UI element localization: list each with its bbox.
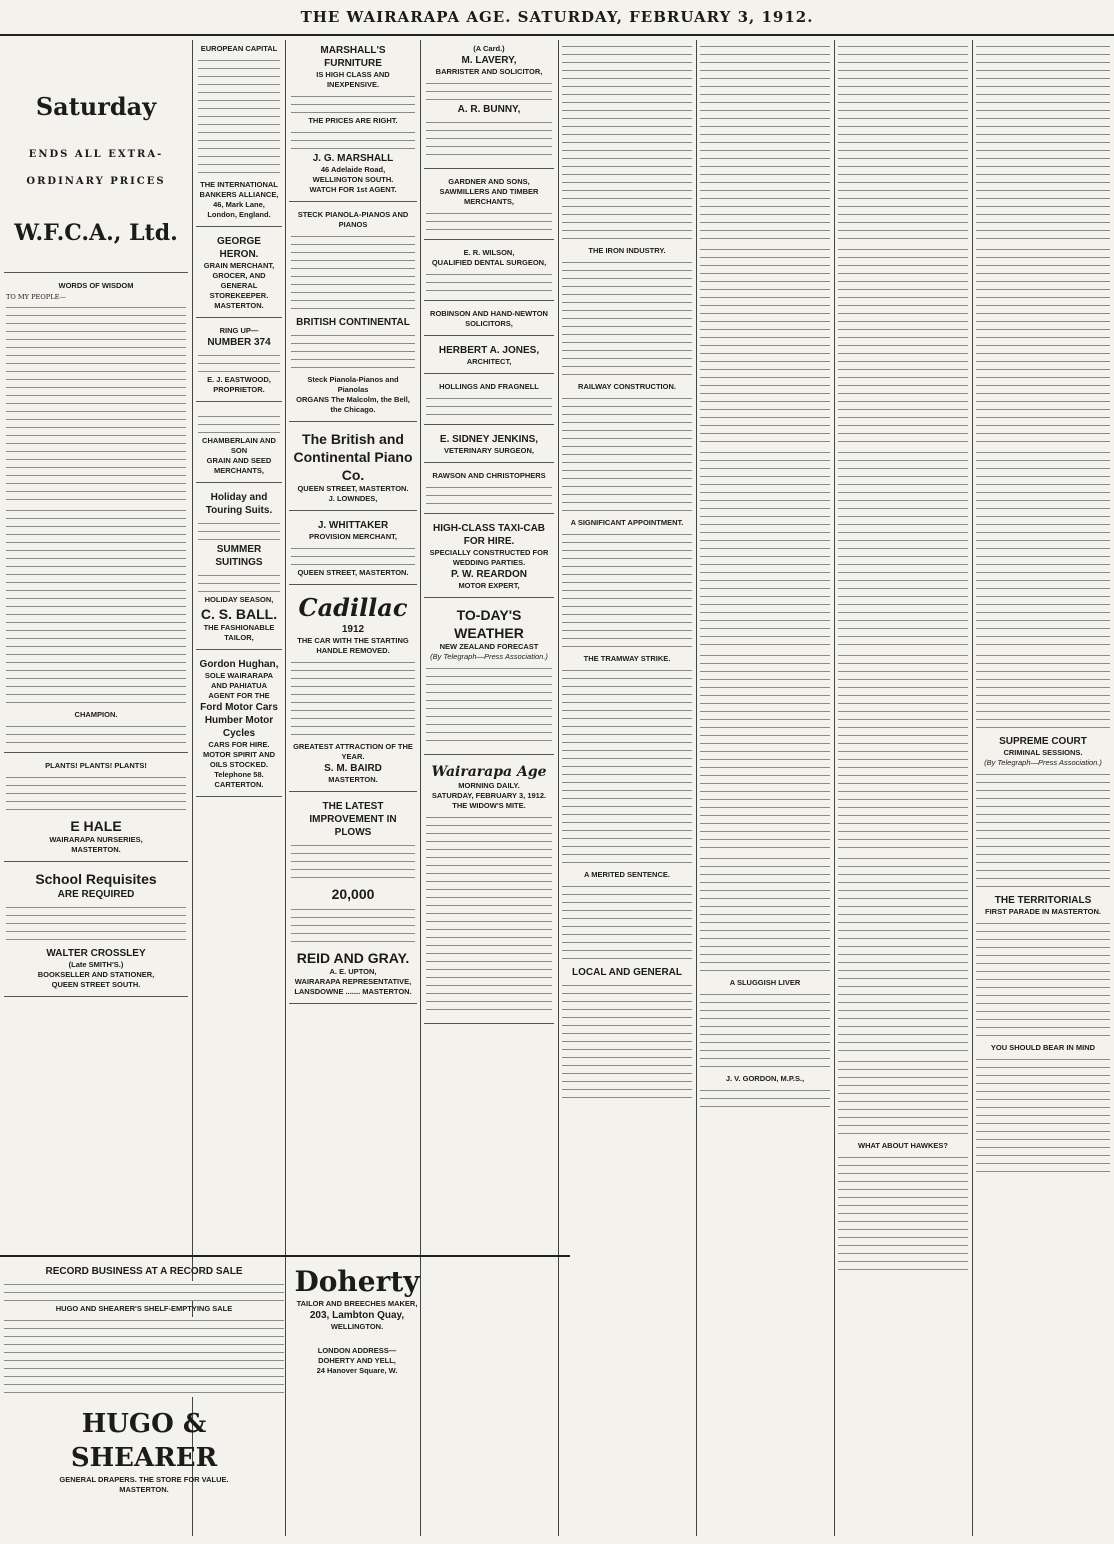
article-text — [6, 904, 186, 944]
article-text — [198, 520, 280, 540]
column-6 — [700, 40, 830, 1536]
whittaker-sub: PROVISION MERCHANT, — [309, 532, 397, 541]
supreme-tel: (By Telegraph—Press Association.) — [984, 758, 1102, 767]
column-rule — [834, 40, 835, 1536]
weather-heading: TO-DAY'S WEATHER — [454, 607, 524, 641]
lavery-sub: BARRISTER AND SOLICITOR, — [435, 67, 543, 76]
marshall-name: J. G. MARSHALL — [312, 153, 394, 164]
article-text — [700, 1087, 830, 1107]
article-text — [4, 1317, 284, 1397]
london-label: LONDON ADDRESS— — [317, 1346, 397, 1355]
summer: SUMMER SUITINGS — [215, 544, 263, 568]
eastwood-sub: PROPRIETOR. — [213, 385, 265, 394]
parade-heading: FIRST PARADE IN MASTERTON. — [985, 907, 1101, 916]
article-text — [562, 43, 692, 243]
wisdom-heading: WORDS OF WISDOM — [58, 281, 134, 290]
upton: A. E. UPTON, — [329, 967, 377, 976]
hughan-sub: SOLE WAIRARAPA AND PAHIATUA AGENT FOR THE — [204, 671, 274, 700]
column-8 — [976, 40, 1110, 1536]
sentence-heading: A MERITED SENTENCE. — [584, 870, 670, 879]
ball-sub: THE FASHIONABLE TAILOR, — [203, 623, 275, 642]
holiday-season: HOLIDAY SEASON, — [204, 595, 274, 604]
age-nameplate — [424, 759, 554, 1024]
champion: CHAMPION. — [74, 710, 118, 719]
gardner-sub: SAWMILLERS AND TIMBER MERCHANTS, — [439, 187, 539, 206]
holiday: Holiday and Touring Suits. — [205, 492, 273, 516]
article-text — [6, 774, 186, 814]
article-text — [976, 920, 1110, 1040]
weather-section — [424, 602, 554, 755]
article-text — [426, 814, 552, 1014]
hawkes-heading: WHAT ABOUT HAWKES? — [858, 1141, 948, 1150]
capital-heading: EUROPEAN CAPITAL — [200, 44, 278, 53]
article-text — [838, 1058, 968, 1138]
article-text — [700, 43, 830, 243]
london-addr: 24 Hanover Square, W. — [316, 1366, 398, 1375]
sale-line-1: ENDS ALL EXTRA- — [28, 149, 164, 160]
cars-hire: CARS FOR HIRE. — [208, 740, 270, 749]
baird-addr: MASTERTON. — [328, 775, 378, 784]
whittaker-advert — [289, 515, 417, 585]
weather-sub: NEW ZEALAND FORECAST — [439, 642, 539, 651]
article-text — [4, 1281, 284, 1301]
taxi: HIGH-CLASS TAXI-CAB FOR HIRE. — [432, 523, 546, 547]
article-text — [562, 531, 692, 651]
bankers: THE INTERNATIONAL BANKERS ALLIANCE, — [199, 180, 279, 199]
railway-heading: RAILWAY CONSTRUCTION. — [578, 382, 676, 391]
article-text — [838, 43, 968, 243]
heron-name: GEORGE HERON. — [217, 236, 261, 260]
article-text — [562, 259, 692, 379]
article-text — [198, 572, 280, 592]
article-text — [838, 855, 968, 1055]
column-rule — [972, 40, 973, 1536]
widow-heading: THE WIDOW'S MITE. — [452, 801, 526, 810]
marshall-heading: MARSHALL'S FURNITURE — [320, 45, 386, 69]
hugo-name: HUGO & SHEARER — [70, 1409, 218, 1473]
school-sub: ARE REQUIRED — [57, 889, 135, 900]
supreme-heading: SUPREME COURT — [999, 736, 1087, 747]
plants-heading: PLANTS! PLANTS! PLANTS! — [45, 761, 147, 770]
cadillac-year: 1912 — [341, 624, 365, 635]
article-text — [562, 667, 692, 867]
article-text — [291, 332, 415, 372]
rawson-card — [424, 467, 554, 514]
reardon: P. W. REARDON — [451, 569, 527, 580]
article-text — [291, 129, 415, 149]
article-text — [976, 43, 1110, 243]
age-date: SATURDAY, FEBRUARY 3, 1912. — [431, 791, 547, 800]
heron-advert — [196, 231, 282, 318]
robinson: ROBINSON AND HAND-NEWTON — [430, 309, 548, 318]
eastwood: E. J. EASTWOOD, — [207, 375, 271, 384]
crossley-trade: BOOKSELLER AND STATIONER, — [37, 970, 155, 979]
article-text — [426, 395, 552, 415]
heron-addr: MASTERTON. — [214, 301, 264, 310]
sale-title: HUGO AND SHEARER'S SHELF-EMPTYING SALE — [55, 1304, 233, 1313]
rawson: RAWSON AND CHRISTOPHERS — [432, 471, 546, 480]
weather-tel: (By Telegraph—Press Association.) — [430, 652, 548, 661]
article-text — [700, 991, 830, 1071]
carterton: CARTERTON. — [214, 780, 264, 789]
plows: THE LATEST IMPROVEMENT IN PLOWS — [309, 801, 397, 838]
cadillac-logo: Cadillac — [298, 593, 408, 622]
humber: Humber Motor Cycles — [204, 715, 274, 739]
motor-spirit: MOTOR SPIRIT AND OILS STOCKED. — [202, 750, 276, 769]
hale-addr: MASTERTON. — [71, 845, 121, 854]
card: (A Card.) — [473, 44, 505, 53]
hugo-advert — [4, 1265, 284, 1495]
column-7 — [838, 40, 968, 1536]
telephone: Telephone 58. — [214, 770, 264, 779]
article-text — [426, 210, 552, 230]
appointment-heading: A SIGNIFICANT APPOINTMENT. — [570, 518, 684, 527]
wilson: E. R. WILSON, — [463, 248, 515, 257]
marshall-advert — [289, 40, 417, 202]
article-text — [700, 855, 830, 975]
gardner-card — [424, 173, 554, 240]
article-text — [291, 233, 415, 313]
chamberlain-sub: GRAIN AND SEED MERCHANTS, — [206, 456, 272, 475]
lavery-card — [424, 40, 554, 169]
gardner: GARDNER AND SONS, — [448, 177, 530, 186]
marshall-town: WELLINGTON SOUTH. — [312, 175, 394, 184]
remember-heading: YOU SHOULD BEAR IN MIND — [990, 1043, 1096, 1052]
doherty-advert — [292, 1265, 422, 1376]
crossley-name: WALTER CROSSLEY — [46, 948, 146, 959]
robinson-sub: SOLICITORS, — [465, 319, 513, 328]
crossley-sub: (Late SMITH'S.) — [68, 960, 124, 969]
robinson-card — [424, 305, 554, 336]
whittaker: J. WHITTAKER — [317, 520, 389, 531]
reid: REID AND GRAY. — [296, 950, 410, 966]
masthead: THE WAIRARAPA AGE. SATURDAY, FEBRUARY 3, 1912. — [0, 0, 1114, 36]
article-text — [6, 723, 186, 743]
upton-sub: WAIRARAPA REPRESENTATIVE, LANSDOWNE ....... MASTERTON. — [294, 977, 412, 996]
hughan-name: Gordon Hughan, — [199, 659, 279, 670]
wfca-title: W.F.C.A., Ltd. — [14, 220, 178, 246]
hugo-sub: GENERAL DRAPERS. THE STORE FOR VALUE. — [59, 1475, 229, 1484]
article-text — [6, 304, 186, 504]
age-sub: MORNING DAILY. — [458, 781, 520, 790]
chamberlain-advert — [196, 406, 282, 483]
hollings: HOLLINGS AND FRAGNELL — [439, 382, 539, 391]
london-firm: DOHERTY AND YELL, — [318, 1356, 396, 1365]
baird: S. M. BAIRD — [324, 763, 382, 774]
ball-name: C. S. BALL. — [200, 606, 278, 622]
territorials-heading: THE TERRITORIALS — [994, 895, 1092, 906]
age-title: Wairarapa Age — [431, 764, 547, 780]
article-text — [976, 1056, 1110, 1176]
article-text — [291, 906, 415, 946]
column-rule — [696, 40, 697, 1536]
lavery: M. LAVERY, — [461, 55, 517, 66]
steck: Steck Pianola-Pianos and Pianolas — [307, 375, 399, 394]
article-text — [198, 57, 280, 177]
article-text — [976, 652, 1110, 732]
piano-co-advert — [289, 426, 417, 511]
hughan-advert — [196, 654, 282, 797]
plows-count: 20,000 — [331, 886, 375, 902]
school-advert — [4, 866, 188, 997]
article-text — [562, 395, 692, 515]
organs: ORGANS The Malcolm, the Bell, the Chicago. — [296, 395, 410, 414]
column-2 — [196, 40, 282, 1250]
article-text — [426, 484, 552, 504]
article-text — [562, 982, 692, 1102]
chamberlain: CHAMBERLAIN AND SON — [202, 436, 276, 455]
article-text — [6, 507, 186, 707]
bottom-adverts — [0, 1255, 570, 1544]
article-text — [291, 545, 415, 565]
doherty-name: Doherty — [294, 1265, 420, 1298]
wilson-sub: QUALIFIED DENTAL SURGEON, — [431, 258, 547, 267]
article-text — [291, 842, 415, 882]
whittaker-addr: QUEEN STREET, MASTERTON. — [297, 568, 409, 577]
article-text — [426, 271, 552, 291]
lowndes: J. LOWNDES, — [328, 494, 378, 503]
school-heading: School Requisites — [35, 871, 157, 887]
article-text — [291, 93, 415, 113]
cadillac-tag: THE CAR WITH THE STARTING HANDLE REMOVED. — [297, 636, 409, 655]
watch: WATCH FOR 1st AGENT. — [309, 185, 397, 194]
british-co: The British and Continental Piano Co. — [293, 431, 413, 483]
article-text — [562, 883, 692, 963]
number: NUMBER 374 — [207, 337, 271, 348]
heron-trade: GRAIN MERCHANT, GROCER, AND GENERAL STOREKEEPER. — [203, 261, 275, 300]
ball-advert — [196, 487, 282, 650]
ford: Ford Motor Cars — [200, 702, 278, 713]
article-text — [700, 449, 830, 649]
article-text — [426, 119, 552, 159]
local-heading: LOCAL AND GENERAL — [572, 967, 682, 978]
jenkins-sub: VETERINARY SURGEON, — [443, 446, 534, 455]
article-text — [426, 665, 552, 745]
hale-name: E HALE — [70, 818, 122, 834]
hollings-card — [424, 378, 554, 425]
record-heading: RECORD BUSINESS AT A RECORD SALE — [45, 1266, 243, 1277]
article-text — [198, 352, 280, 372]
bunny: A. R. BUNNY, — [457, 104, 521, 115]
ring-advert — [196, 322, 282, 402]
article-text — [838, 1154, 968, 1274]
article-text — [838, 449, 968, 649]
article-text — [426, 80, 552, 100]
column-5 — [562, 40, 692, 1536]
jenkins-card — [424, 429, 554, 463]
sale-line-2: ORDINARY PRICES — [26, 176, 166, 187]
plants-advert — [4, 757, 188, 862]
article-text — [976, 449, 1110, 649]
doherty-addr: 203, Lambton Quay, — [309, 1310, 405, 1321]
criminal-heading: CRIMINAL SESSIONS. — [1003, 748, 1083, 757]
plows-advert — [289, 796, 417, 1004]
tramway-heading: THE TRAMWAY STRIKE. — [583, 654, 671, 663]
marshall-sub: IS HIGH CLASS AND INEXPENSIVE. — [316, 70, 390, 89]
doherty-sub: TAILOR AND BREECHES MAKER, — [296, 1299, 418, 1308]
sale-day: Saturday — [35, 92, 157, 121]
article-text — [976, 246, 1110, 446]
cadillac-advert — [289, 589, 417, 792]
article-text — [291, 659, 415, 739]
wfca-advert — [4, 40, 188, 273]
article-text — [976, 771, 1110, 891]
jenkins: E. SIDNEY JENKINS, — [439, 434, 539, 445]
capital-advert — [196, 40, 282, 227]
article-text — [838, 246, 968, 446]
article-text — [838, 652, 968, 852]
article-text — [198, 413, 280, 433]
marshall-addr: 46 Adelaide Road, — [320, 165, 386, 174]
crossley-addr: QUEEN STREET SOUTH. — [51, 980, 141, 989]
wisdom-sub: TO MY PEOPLE— — [6, 293, 66, 301]
wilson-card — [424, 244, 554, 301]
jones-sub: ARCHITECT, — [466, 357, 512, 366]
steck-heading: STECK PIANOLA-PIANOS AND PIANOS — [297, 210, 409, 229]
hugo-town: MASTERTON. — [119, 1485, 169, 1494]
continental: BRITISH CONTINENTAL — [296, 317, 410, 328]
doherty-town: WELLINGTON. — [330, 1322, 384, 1331]
taxi-advert — [424, 518, 554, 598]
wisdom-advert — [4, 277, 188, 753]
iron-heading: THE IRON INDUSTRY. — [588, 246, 666, 255]
steck-advert — [289, 206, 417, 422]
ring-up: RING UP— — [219, 326, 259, 335]
attraction: GREATEST ATTRACTION OF THE YEAR. — [293, 742, 413, 761]
bankers-addr: 46, Mark Lane, London, England. — [207, 200, 271, 219]
reardon-sub: MOTOR EXPERT, — [458, 581, 520, 590]
jones: HERBERT A. JONES, — [438, 345, 540, 356]
hale-sub: WAIRARAPA NURSERIES, — [49, 835, 143, 844]
column-1 — [4, 40, 188, 1250]
prices: THE PRICES ARE RIGHT. — [308, 116, 398, 125]
liver-heading: A SLUGGISH LIVER — [729, 978, 801, 987]
british-addr: QUEEN STREET, MASTERTON. — [297, 484, 409, 493]
wedding: SPECIALLY CONSTRUCTED FOR WEDDING PARTIES. — [429, 548, 549, 567]
article-text — [700, 246, 830, 446]
article-text — [700, 652, 830, 852]
jones-card — [424, 340, 554, 374]
gordon-chemist: J. V. GORDON, M.P.S., — [725, 1074, 805, 1083]
